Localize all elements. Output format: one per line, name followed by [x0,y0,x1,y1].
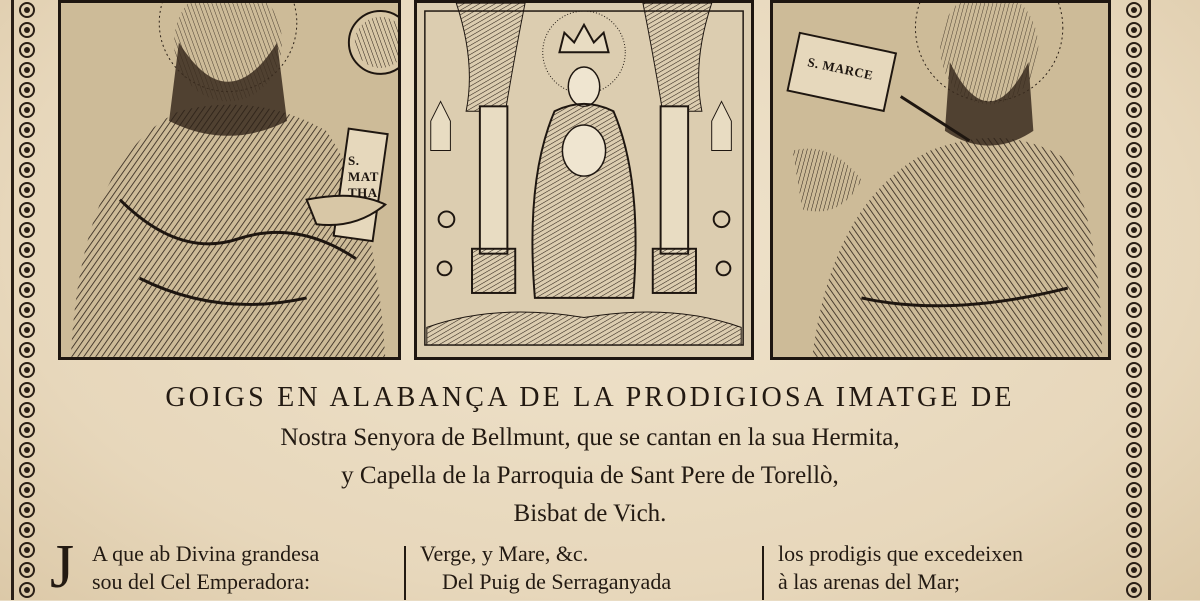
border-ornament [19,342,35,358]
border-ornament [19,582,35,598]
border-ornament [19,262,35,278]
border-ornament [19,462,35,478]
border-ornament [19,562,35,578]
border-ornament [1126,202,1142,218]
border-ornament [19,182,35,198]
border-ornament [1126,362,1142,378]
border-ornament [19,142,35,158]
border-ornament [19,302,35,318]
virgin-and-child-illustration [417,3,751,357]
woodcut-saint-mark [770,0,1111,360]
verse-line: A que ab Divina grandesa [92,541,320,566]
verse-line: los prodigis que excedeixen [778,541,1023,566]
border-ornament [1126,222,1142,238]
border-ornament [19,502,35,518]
border-ornament [19,42,35,58]
border-ornament [1126,62,1142,78]
border-ornament [19,402,35,418]
border-ornament [19,422,35,438]
book-label-s-marce: S. MARCE [806,54,875,83]
woodcut-saint-matthew [58,0,401,360]
border-ornament [1126,162,1142,178]
border-ornament [19,82,35,98]
left-ornamental-border [14,0,40,600]
book-label-s-matthew [348,153,379,201]
border-ornament [1126,302,1142,318]
border-ornament [1126,2,1142,18]
verse-column-3 [778,540,1023,596]
border-ornament [1126,582,1142,598]
right-border-rule [1148,0,1151,600]
book-label-line: MAT [348,169,379,184]
border-ornament [1126,562,1142,578]
page-title: GOIGS EN ALABANÇA DE LA PRODIGIOSA IMATGE DE [165,382,1015,413]
border-ornament [19,382,35,398]
verse-line: Verge, y Mare, &c. [420,541,589,566]
drop-cap: J [50,533,75,601]
border-ornament [19,102,35,118]
border-ornament [1126,342,1142,358]
column-rule [404,546,406,600]
verse-line: Del Puig de Serraganyada [442,569,672,594]
border-ornament [1126,42,1142,58]
book-label-line: THA [348,185,378,200]
border-ornament [19,162,35,178]
subtitle-line-3: Bisbat de Vich. [513,500,667,527]
border-ornament [1126,82,1142,98]
verse-line: sou del Cel Emperadora: [92,569,311,594]
verse-line: à las arenas del Mar; [778,569,961,594]
border-ornament [1126,322,1142,338]
border-ornament [1126,102,1142,118]
border-ornament [1126,122,1142,138]
book-label-line: S. [348,153,360,168]
verse-column-1 [92,540,319,596]
border-ornament [1126,182,1142,198]
border-ornament [19,62,35,78]
border-ornament [19,442,35,458]
border-ornament [1126,542,1142,558]
border-ornament [1126,242,1142,258]
border-ornament [19,542,35,558]
border-ornament [19,482,35,498]
border-ornament [19,522,35,538]
border-ornament [1126,142,1142,158]
border-ornament [19,322,35,338]
subtitle-line-2: y Capella de la Parroquia de Sant Pere de Torellò, [341,462,839,489]
subtitle-line-1: Nostra Senyora de Bellmunt, que se cantan en la sua Hermita, [280,424,900,451]
border-ornament [1126,262,1142,278]
border-ornament [1126,282,1142,298]
column-rule [762,546,764,600]
border-ornament [19,122,35,138]
border-ornament [19,222,35,238]
woodcut-virgin-of-bellmunt [414,0,754,360]
border-ornament [19,2,35,18]
verse-column-2 [420,540,671,596]
border-ornament [19,202,35,218]
border-ornament [19,282,35,298]
border-ornament [19,362,35,378]
border-ornament [19,242,35,258]
border-ornament [19,22,35,38]
saint-mark-illustration [773,3,1108,357]
border-ornament [1126,22,1142,38]
